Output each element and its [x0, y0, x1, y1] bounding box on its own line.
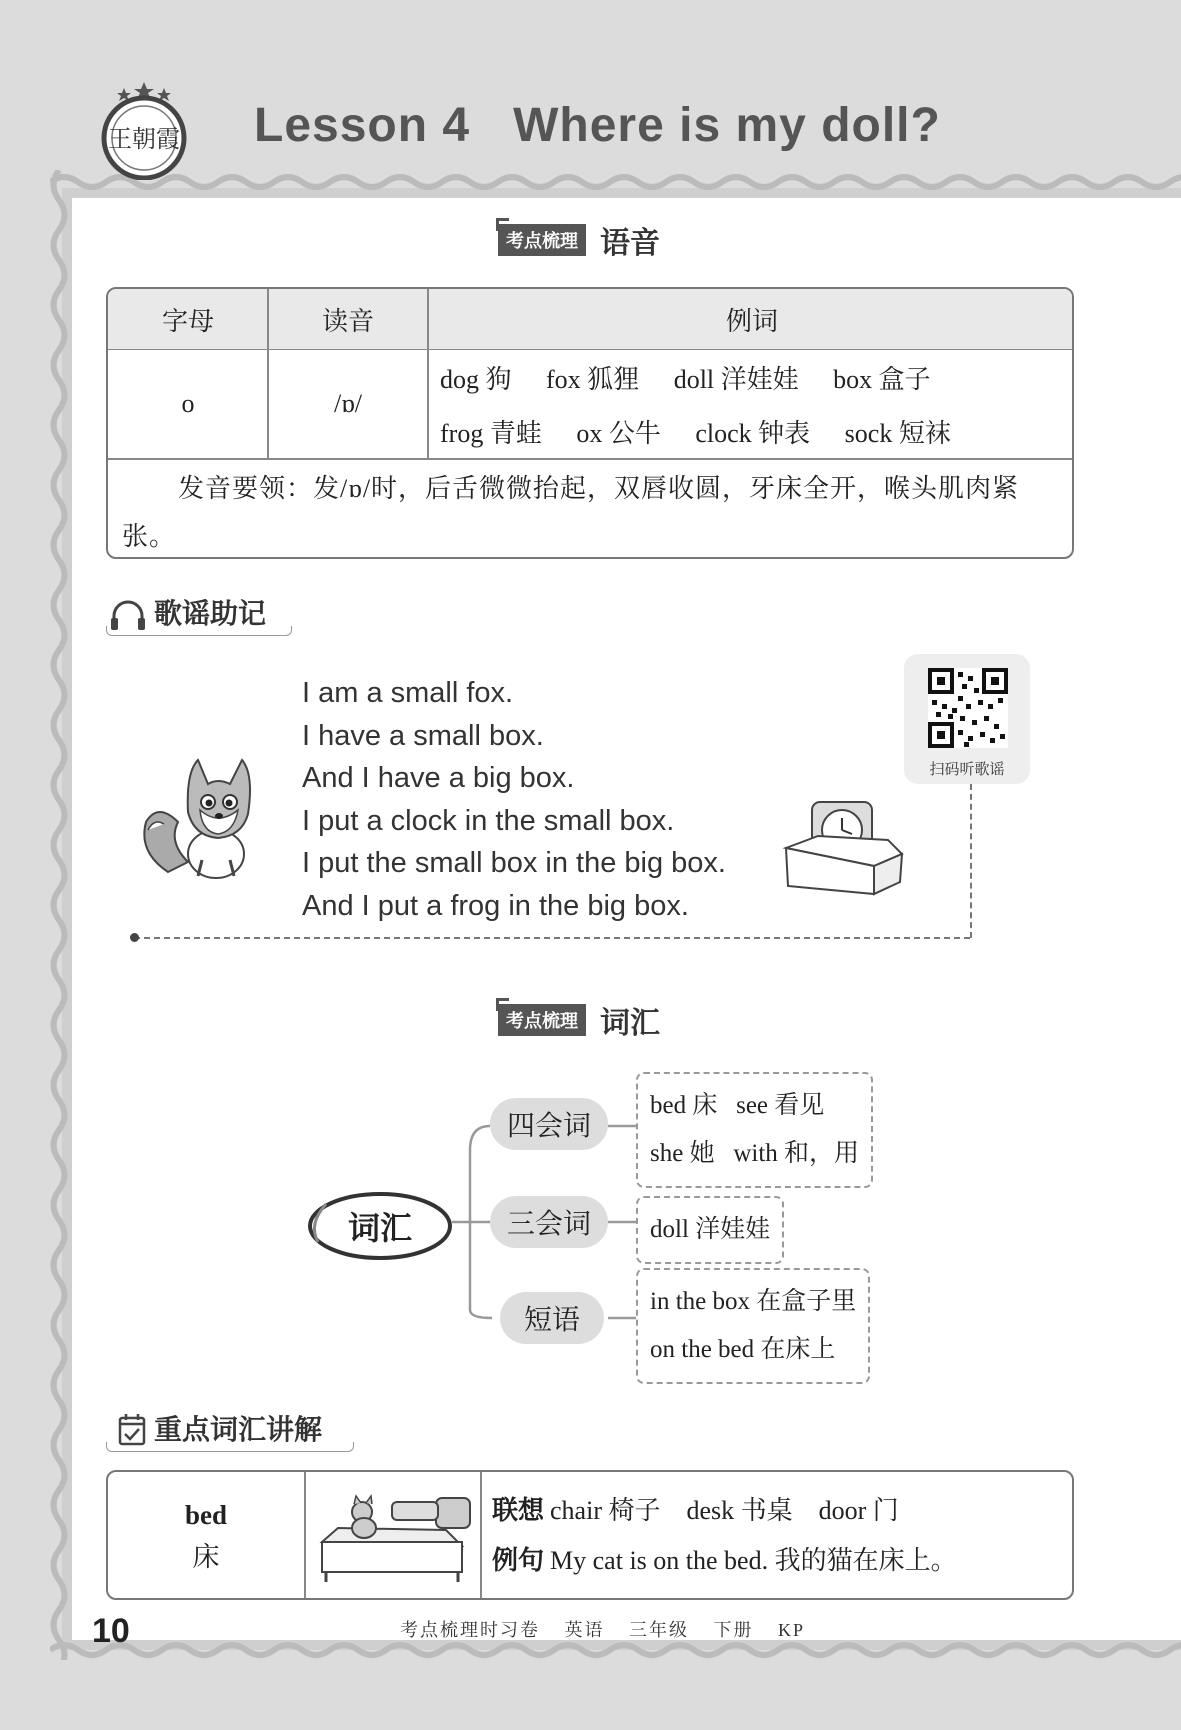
key-vocab-table: [106, 1470, 1074, 1600]
example-text: My cat is on the bed. 我的猫在床上。: [550, 1546, 957, 1575]
vocab-item: in the box 在盒子里: [650, 1288, 857, 1315]
association-text: chair 椅子 desk 书桌 door 门: [550, 1496, 899, 1525]
sound-cell: /ɒ/: [333, 389, 363, 418]
example-word: clock 钟表: [695, 419, 811, 448]
lesson-title: Lesson 4 Where is my doll?: [254, 99, 941, 152]
dashed-connector-horizontal: [134, 937, 970, 939]
clock-box-illustration: [778, 796, 906, 896]
footer-item: 下册: [713, 1620, 754, 1640]
section-tag: 考点梳理: [498, 224, 586, 256]
branch-node-four-skill: 四会词: [490, 1098, 608, 1150]
qr-label: 扫码听歌谣: [929, 761, 1005, 778]
key-word: [108, 1494, 304, 1578]
header-sound: 读音: [268, 289, 428, 350]
vocab-box-three-skill: [636, 1196, 784, 1264]
publisher-logo: [96, 80, 192, 180]
examples-row-2: [440, 413, 979, 450]
header-letter: 字母: [108, 289, 268, 350]
fox-illustration: [138, 752, 272, 882]
chant-line: I put a clock in the small box.: [302, 804, 675, 837]
footer-info: [400, 1616, 823, 1642]
wave-border-bottom: [50, 1640, 1181, 1662]
vocab-item: on the bed 在床上: [650, 1336, 836, 1363]
chant-line: I put the small box in the big box.: [302, 847, 726, 879]
chant-line: I have a small box.: [302, 719, 544, 752]
page-number: 10: [92, 1612, 130, 1650]
example-word: ox 公牛: [576, 419, 661, 448]
pronunciation-tip: 发音要领：发/ɒ/时，后舌微微抬起，双唇收圆，牙床全开，喉头肌肉紧张。: [122, 474, 1020, 551]
branch-node-phrases: 短语: [500, 1292, 604, 1344]
qr-code-icon[interactable]: [928, 668, 1008, 748]
branch-node-three-skill: 三会词: [490, 1196, 608, 1248]
bed-cat-illustration: [316, 1482, 476, 1592]
qr-code-panel[interactable]: [904, 654, 1030, 784]
examples-row-1: [440, 359, 959, 396]
chant-line: And I have a big box.: [302, 762, 575, 794]
example-word: frog 青蛙: [440, 419, 542, 448]
vocab-item: doll 洋娃娃: [650, 1216, 771, 1243]
example-word: dog 狗: [440, 365, 512, 394]
vocab-item: bed 床 see 看见: [650, 1092, 825, 1119]
key-vocab-heading: [106, 1404, 322, 1448]
wave-border-left: [48, 170, 70, 1660]
connector-dot: [130, 933, 139, 942]
chant-line: And I put a frog in the big box.: [302, 889, 689, 922]
footer-item: 英语: [564, 1620, 605, 1640]
example-word: box 盒子: [833, 365, 931, 394]
example-word: fox 狐狸: [546, 365, 640, 394]
phonics-table: [106, 287, 1074, 559]
footer-item: 三年级: [629, 1620, 689, 1640]
dashed-connector-vertical: [970, 784, 972, 938]
section-tag: 考点梳理: [498, 1004, 586, 1036]
section-title: 词汇: [600, 1007, 660, 1040]
svg-text:王朝霞: 王朝霞: [108, 125, 180, 153]
vocab-center-node: 词汇: [347, 1210, 412, 1246]
footer-item: 考点梳理时习卷: [400, 1620, 540, 1640]
association-line: [492, 1486, 957, 1536]
key-word-english: bed: [184, 1500, 228, 1530]
key-word-chinese: 床: [192, 1542, 220, 1572]
chant-heading: [106, 588, 266, 632]
section-title: 语音: [600, 227, 660, 260]
vocab-box-phrases: [636, 1268, 870, 1384]
vocab-box-four-skill: [636, 1072, 873, 1188]
key-vocab-heading-text: 重点词汇讲解: [154, 1414, 323, 1445]
chant-line: I am a small fox.: [302, 677, 514, 709]
example-word: doll 洋娃娃: [673, 365, 799, 394]
header-examples: 例词: [428, 289, 1074, 350]
section-heading-vocab: [498, 998, 660, 1042]
example-label: 例句: [492, 1546, 545, 1575]
section-heading-phonics: [498, 218, 660, 262]
key-vocab-details: [492, 1486, 957, 1586]
footer-item: KP: [778, 1620, 806, 1640]
chant-lines: [302, 672, 726, 927]
letter-cell: o: [181, 389, 195, 418]
example-word: sock 短袜: [844, 419, 951, 448]
example-line: [492, 1536, 957, 1586]
association-label: 联想: [492, 1496, 545, 1525]
wave-border-top: [50, 170, 1181, 192]
vocab-item: she 她 with 和，用: [650, 1140, 860, 1167]
chant-heading-text: 歌谣助记: [154, 598, 267, 629]
